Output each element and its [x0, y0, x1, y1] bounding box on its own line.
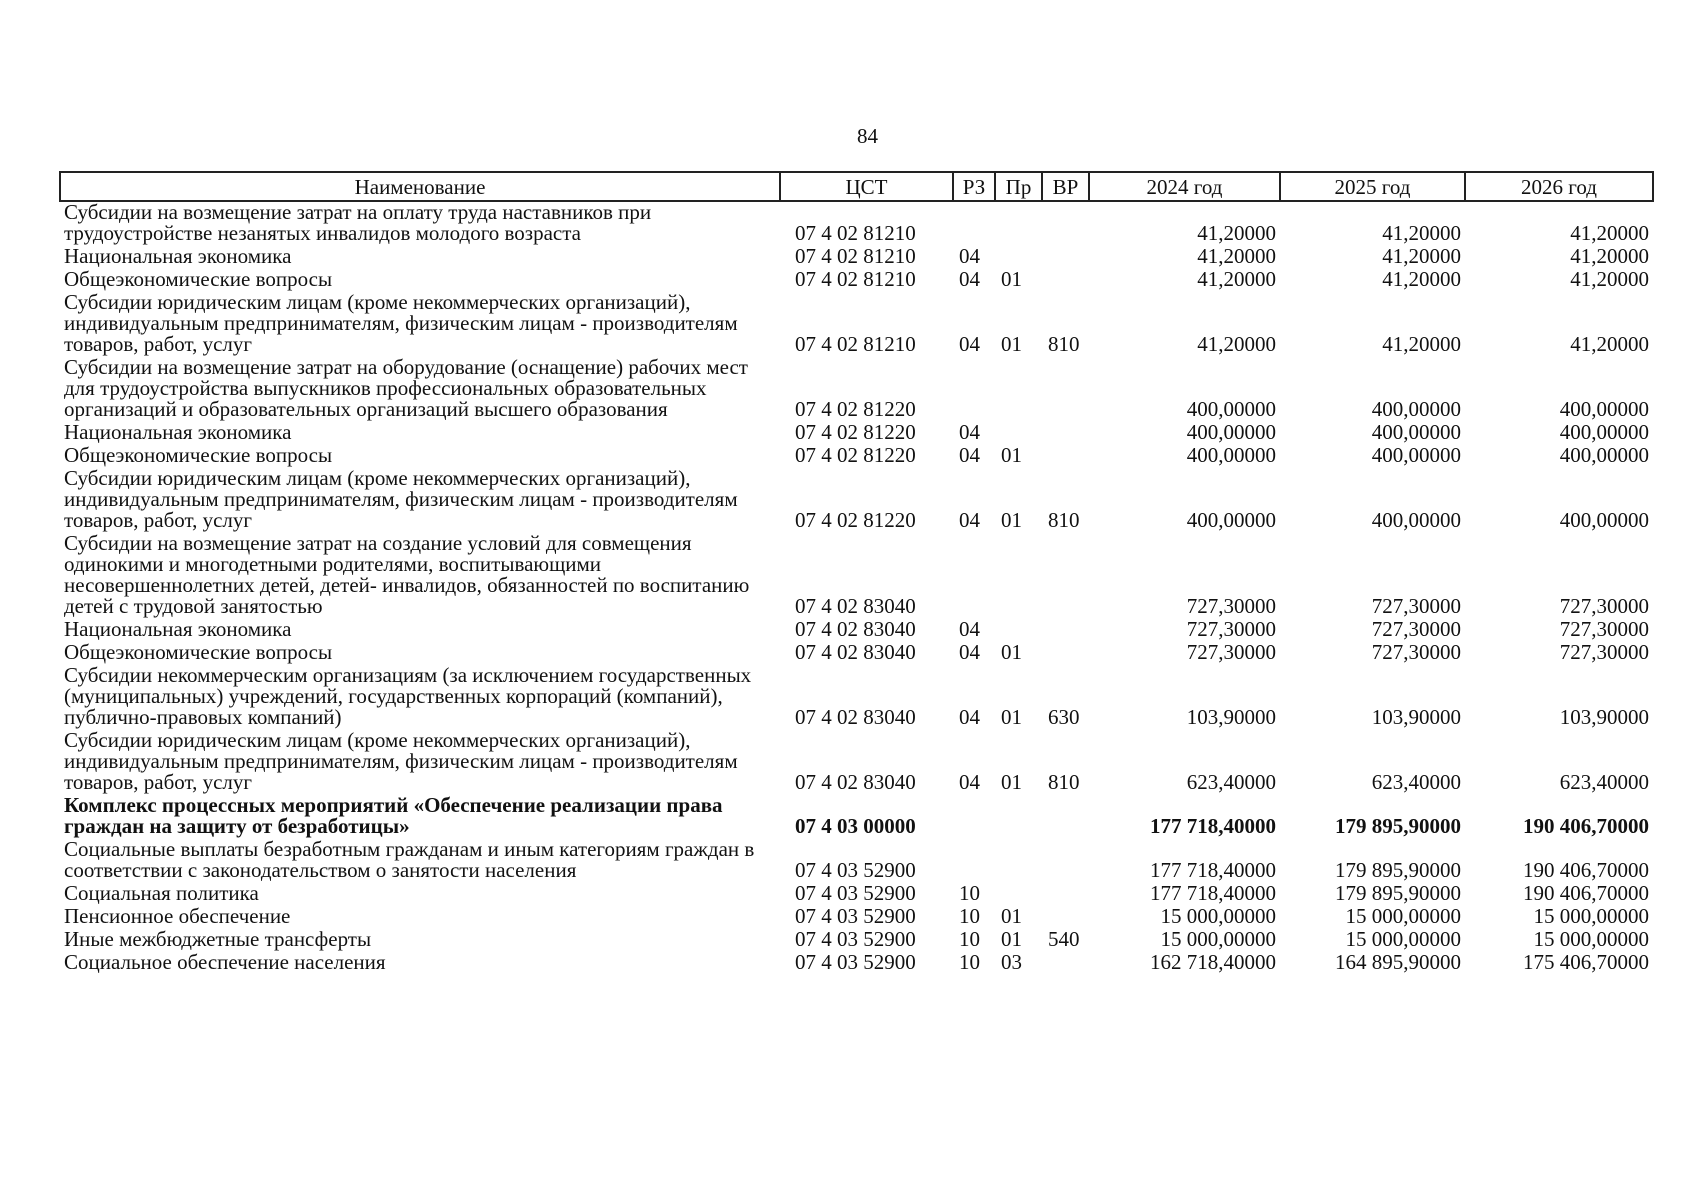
row-cst: 07 4 03 52900 — [795, 858, 916, 882]
row-pr: 01 — [1001, 770, 1022, 794]
row-amount-2026: 400,00000 — [1559, 443, 1649, 467]
row-rz: 10 — [959, 927, 980, 951]
header-2026: 2026 год — [1465, 172, 1653, 201]
row-amount-2025: 727,30000 — [1371, 594, 1461, 618]
row-vr — [1042, 246, 1089, 269]
table-header-row — [60, 172, 1653, 201]
row-cst: 07 4 02 81220 — [795, 397, 916, 421]
row-amount-2025: 179 895,90000 — [1335, 858, 1461, 882]
row-amount-2025: 727,30000 — [1371, 617, 1461, 641]
row-rz — [953, 839, 995, 883]
row-rz: 04 — [959, 420, 980, 444]
row-name: Иные межбюджетные трансферты — [64, 927, 372, 951]
row-pr — [995, 795, 1042, 839]
row-cst: 07 4 02 83040 — [795, 640, 916, 664]
row-pr — [995, 839, 1042, 883]
row-amount-2024: 400,00000 — [1186, 508, 1276, 532]
row-amount-2024: 727,30000 — [1186, 640, 1276, 664]
row-amount-2026: 41,20000 — [1570, 267, 1649, 291]
row-cst: 07 4 03 00000 — [795, 814, 916, 838]
table-row — [60, 795, 1653, 839]
row-amount-2026: 727,30000 — [1559, 617, 1649, 641]
row-name: Общеэкономические вопросы — [64, 267, 333, 291]
row-cst: 07 4 02 81220 — [795, 443, 916, 467]
row-cst: 07 4 03 52900 — [795, 950, 916, 974]
row-cst: 07 4 02 81220 — [795, 420, 916, 444]
row-vr: 540 — [1048, 927, 1080, 951]
table-row — [60, 269, 1653, 292]
table-row — [60, 642, 1653, 665]
row-amount-2026: 190 406,70000 — [1523, 881, 1649, 905]
row-amount-2024: 103,90000 — [1186, 705, 1276, 729]
row-name: Комплекс процессных мероприятий «Обеспечение реализации права граждан на защиту от безработицы» — [64, 793, 723, 838]
table-row — [60, 619, 1653, 642]
row-pr — [995, 357, 1042, 422]
row-pr: 01 — [1001, 640, 1022, 664]
row-name: Субсидии на возмещение затрат на оборудование (оснащение) рабочих мест для трудоустройства выпускников профессиональных образовательных организаций и образовательных организаций высшего образования — [64, 355, 748, 421]
row-pr: 01 — [1001, 508, 1022, 532]
row-vr: 810 — [1048, 332, 1080, 356]
row-amount-2024: 41,20000 — [1197, 221, 1276, 245]
row-pr: 01 — [1001, 443, 1022, 467]
row-rz: 04 — [959, 617, 980, 641]
header-cst: ЦСТ — [780, 172, 953, 201]
row-name: Субсидии юридическим лицам (кроме некоммерческих организаций), индивидуальным предпринимателям, физическим лицам - производителям товаров, работ, услуг — [64, 290, 738, 356]
row-vr: 810 — [1048, 770, 1080, 794]
row-amount-2025: 103,90000 — [1371, 705, 1461, 729]
row-amount-2024: 41,20000 — [1197, 267, 1276, 291]
table-row — [60, 468, 1653, 533]
row-rz — [953, 795, 995, 839]
row-amount-2025: 179 895,90000 — [1335, 814, 1461, 838]
row-name: Национальная экономика — [64, 617, 292, 641]
row-amount-2025: 15 000,00000 — [1345, 927, 1461, 951]
row-cst: 07 4 02 83040 — [795, 594, 916, 618]
row-pr — [995, 422, 1042, 445]
row-amount-2026: 400,00000 — [1559, 508, 1649, 532]
row-name: Социальные выплаты безработным гражданам и иным категориям граждан в соответствии с законодательством о занятости населения — [64, 837, 755, 882]
row-amount-2024: 15 000,00000 — [1160, 927, 1276, 951]
row-rz: 04 — [959, 267, 980, 291]
row-amount-2025: 179 895,90000 — [1335, 881, 1461, 905]
row-cst: 07 4 02 81220 — [795, 508, 916, 532]
row-amount-2025: 727,30000 — [1371, 640, 1461, 664]
row-amount-2026: 727,30000 — [1559, 640, 1649, 664]
row-name: Национальная экономика — [64, 420, 292, 444]
row-vr — [1042, 642, 1089, 665]
header-name: Наименование — [60, 172, 780, 201]
row-pr: 01 — [1001, 927, 1022, 951]
header-2025: 2025 год — [1280, 172, 1465, 201]
table-row — [60, 906, 1653, 929]
row-name: Общеэкономические вопросы — [64, 443, 333, 467]
row-amount-2025: 400,00000 — [1371, 508, 1461, 532]
row-amount-2025: 41,20000 — [1382, 332, 1461, 356]
row-pr: 03 — [1001, 950, 1022, 974]
row-amount-2024: 727,30000 — [1186, 617, 1276, 641]
table-row — [60, 730, 1653, 795]
row-name: Субсидии юридическим лицам (кроме некоммерческих организаций), индивидуальным предпринимателям, физическим лицам - производителям товаров, работ, услуг — [64, 728, 738, 794]
row-amount-2024: 41,20000 — [1197, 332, 1276, 356]
row-vr — [1042, 906, 1089, 929]
row-cst: 07 4 02 83040 — [795, 617, 916, 641]
table-row — [60, 929, 1653, 952]
row-pr: 01 — [1001, 267, 1022, 291]
row-pr: 01 — [1001, 904, 1022, 928]
header-rz: РЗ — [953, 172, 995, 201]
row-amount-2024: 727,30000 — [1186, 594, 1276, 618]
row-pr — [995, 619, 1042, 642]
row-amount-2026: 41,20000 — [1570, 244, 1649, 268]
row-amount-2024: 41,20000 — [1197, 244, 1276, 268]
row-amount-2025: 623,40000 — [1371, 770, 1461, 794]
row-cst: 07 4 02 83040 — [795, 705, 916, 729]
row-amount-2026: 400,00000 — [1559, 420, 1649, 444]
table-row — [60, 445, 1653, 468]
row-amount-2026: 400,00000 — [1559, 397, 1649, 421]
header-pr: Пр — [995, 172, 1042, 201]
row-amount-2024: 400,00000 — [1186, 443, 1276, 467]
table-row — [60, 246, 1653, 269]
row-amount-2024: 177 718,40000 — [1150, 881, 1276, 905]
row-name: Пенсионное обеспечение — [64, 904, 291, 928]
row-vr — [1042, 201, 1089, 246]
row-pr: 01 — [1001, 705, 1022, 729]
table-row — [60, 839, 1653, 883]
row-amount-2026: 103,90000 — [1559, 705, 1649, 729]
table-row — [60, 201, 1653, 246]
row-name: Субсидии на возмещение затрат на создание условий для совмещения одинокими и многодетными родителями, воспитывающими несовершеннолетних детей, детей- инвалидов, обязанностей по воспитанию детей с трудовой занятостью — [64, 531, 750, 618]
row-rz — [953, 201, 995, 246]
row-amount-2024: 15 000,00000 — [1160, 904, 1276, 928]
table-body — [60, 201, 1653, 975]
row-rz — [953, 533, 995, 619]
row-cst: 07 4 02 83040 — [795, 770, 916, 794]
row-amount-2025: 400,00000 — [1371, 420, 1461, 444]
table-row — [60, 952, 1653, 975]
row-pr — [995, 201, 1042, 246]
row-amount-2026: 41,20000 — [1570, 221, 1649, 245]
row-amount-2026: 727,30000 — [1559, 594, 1649, 618]
row-amount-2026: 41,20000 — [1570, 332, 1649, 356]
row-vr — [1042, 619, 1089, 642]
row-name: Национальная экономика — [64, 244, 292, 268]
budget-table — [59, 171, 1654, 975]
row-amount-2025: 41,20000 — [1382, 221, 1461, 245]
row-name: Субсидии на возмещение затрат на оплату труда наставников при трудоустройстве незанятых инвалидов молодого возраста — [64, 200, 652, 245]
row-rz: 04 — [959, 508, 980, 532]
row-vr — [1042, 533, 1089, 619]
row-name: Субсидии юридическим лицам (кроме некоммерческих организаций), индивидуальным предпринимателям, физическим лицам - производителям товаров, работ, услуг — [64, 466, 738, 532]
header-2024: 2024 год — [1089, 172, 1280, 201]
table-row — [60, 665, 1653, 730]
row-name: Социальное обеспечение населения — [64, 950, 386, 974]
row-amount-2024: 177 718,40000 — [1150, 814, 1276, 838]
row-rz: 10 — [959, 881, 980, 905]
row-vr: 630 — [1048, 705, 1080, 729]
row-amount-2024: 400,00000 — [1186, 397, 1276, 421]
row-rz: 04 — [959, 705, 980, 729]
row-vr — [1042, 952, 1089, 975]
row-rz: 04 — [959, 640, 980, 664]
table-row — [60, 533, 1653, 619]
row-name: Общеэкономические вопросы — [64, 640, 333, 664]
row-cst: 07 4 03 52900 — [795, 927, 916, 951]
row-amount-2026: 190 406,70000 — [1523, 858, 1649, 882]
row-vr — [1042, 269, 1089, 292]
header-vr: ВР — [1042, 172, 1089, 201]
row-amount-2026: 15 000,00000 — [1533, 927, 1649, 951]
row-cst: 07 4 02 81210 — [795, 221, 916, 245]
row-amount-2024: 623,40000 — [1186, 770, 1276, 794]
row-amount-2025: 400,00000 — [1371, 443, 1461, 467]
table-row — [60, 883, 1653, 906]
row-rz: 04 — [959, 332, 980, 356]
row-name: Социальная политика — [64, 881, 259, 905]
row-amount-2024: 162 718,40000 — [1150, 950, 1276, 974]
row-pr — [995, 883, 1042, 906]
row-amount-2024: 177 718,40000 — [1150, 858, 1276, 882]
row-pr — [995, 533, 1042, 619]
row-name: Субсидии некоммерческим организациям (за исключением государственных (муниципальных) учреждений, государственных корпораций (компаний), публично-правовых компаний) — [64, 663, 752, 729]
row-amount-2026: 15 000,00000 — [1533, 904, 1649, 928]
row-amount-2025: 41,20000 — [1382, 267, 1461, 291]
row-vr — [1042, 445, 1089, 468]
row-vr — [1042, 422, 1089, 445]
row-cst: 07 4 02 81210 — [795, 244, 916, 268]
row-rz: 04 — [959, 244, 980, 268]
row-vr: 810 — [1048, 508, 1080, 532]
row-amount-2024: 400,00000 — [1186, 420, 1276, 444]
row-vr — [1042, 839, 1089, 883]
row-rz: 04 — [959, 443, 980, 467]
row-cst: 07 4 03 52900 — [795, 904, 916, 928]
row-cst: 07 4 02 81210 — [795, 267, 916, 291]
row-amount-2026: 623,40000 — [1559, 770, 1649, 794]
row-amount-2025: 41,20000 — [1382, 244, 1461, 268]
row-amount-2026: 175 406,70000 — [1523, 950, 1649, 974]
table-row — [60, 292, 1653, 357]
row-cst: 07 4 03 52900 — [795, 881, 916, 905]
row-pr: 01 — [1001, 332, 1022, 356]
row-amount-2025: 400,00000 — [1371, 397, 1461, 421]
row-vr — [1042, 795, 1089, 839]
page-number: 84 — [857, 124, 878, 148]
row-rz — [953, 357, 995, 422]
row-cst: 07 4 02 81210 — [795, 332, 916, 356]
row-rz: 10 — [959, 904, 980, 928]
row-pr — [995, 246, 1042, 269]
table-row — [60, 422, 1653, 445]
row-vr — [1042, 357, 1089, 422]
row-rz: 04 — [959, 770, 980, 794]
row-vr — [1042, 883, 1089, 906]
row-amount-2026: 190 406,70000 — [1523, 814, 1649, 838]
row-rz: 10 — [959, 950, 980, 974]
table-row — [60, 357, 1653, 422]
row-amount-2025: 164 895,90000 — [1335, 950, 1461, 974]
row-amount-2025: 15 000,00000 — [1345, 904, 1461, 928]
